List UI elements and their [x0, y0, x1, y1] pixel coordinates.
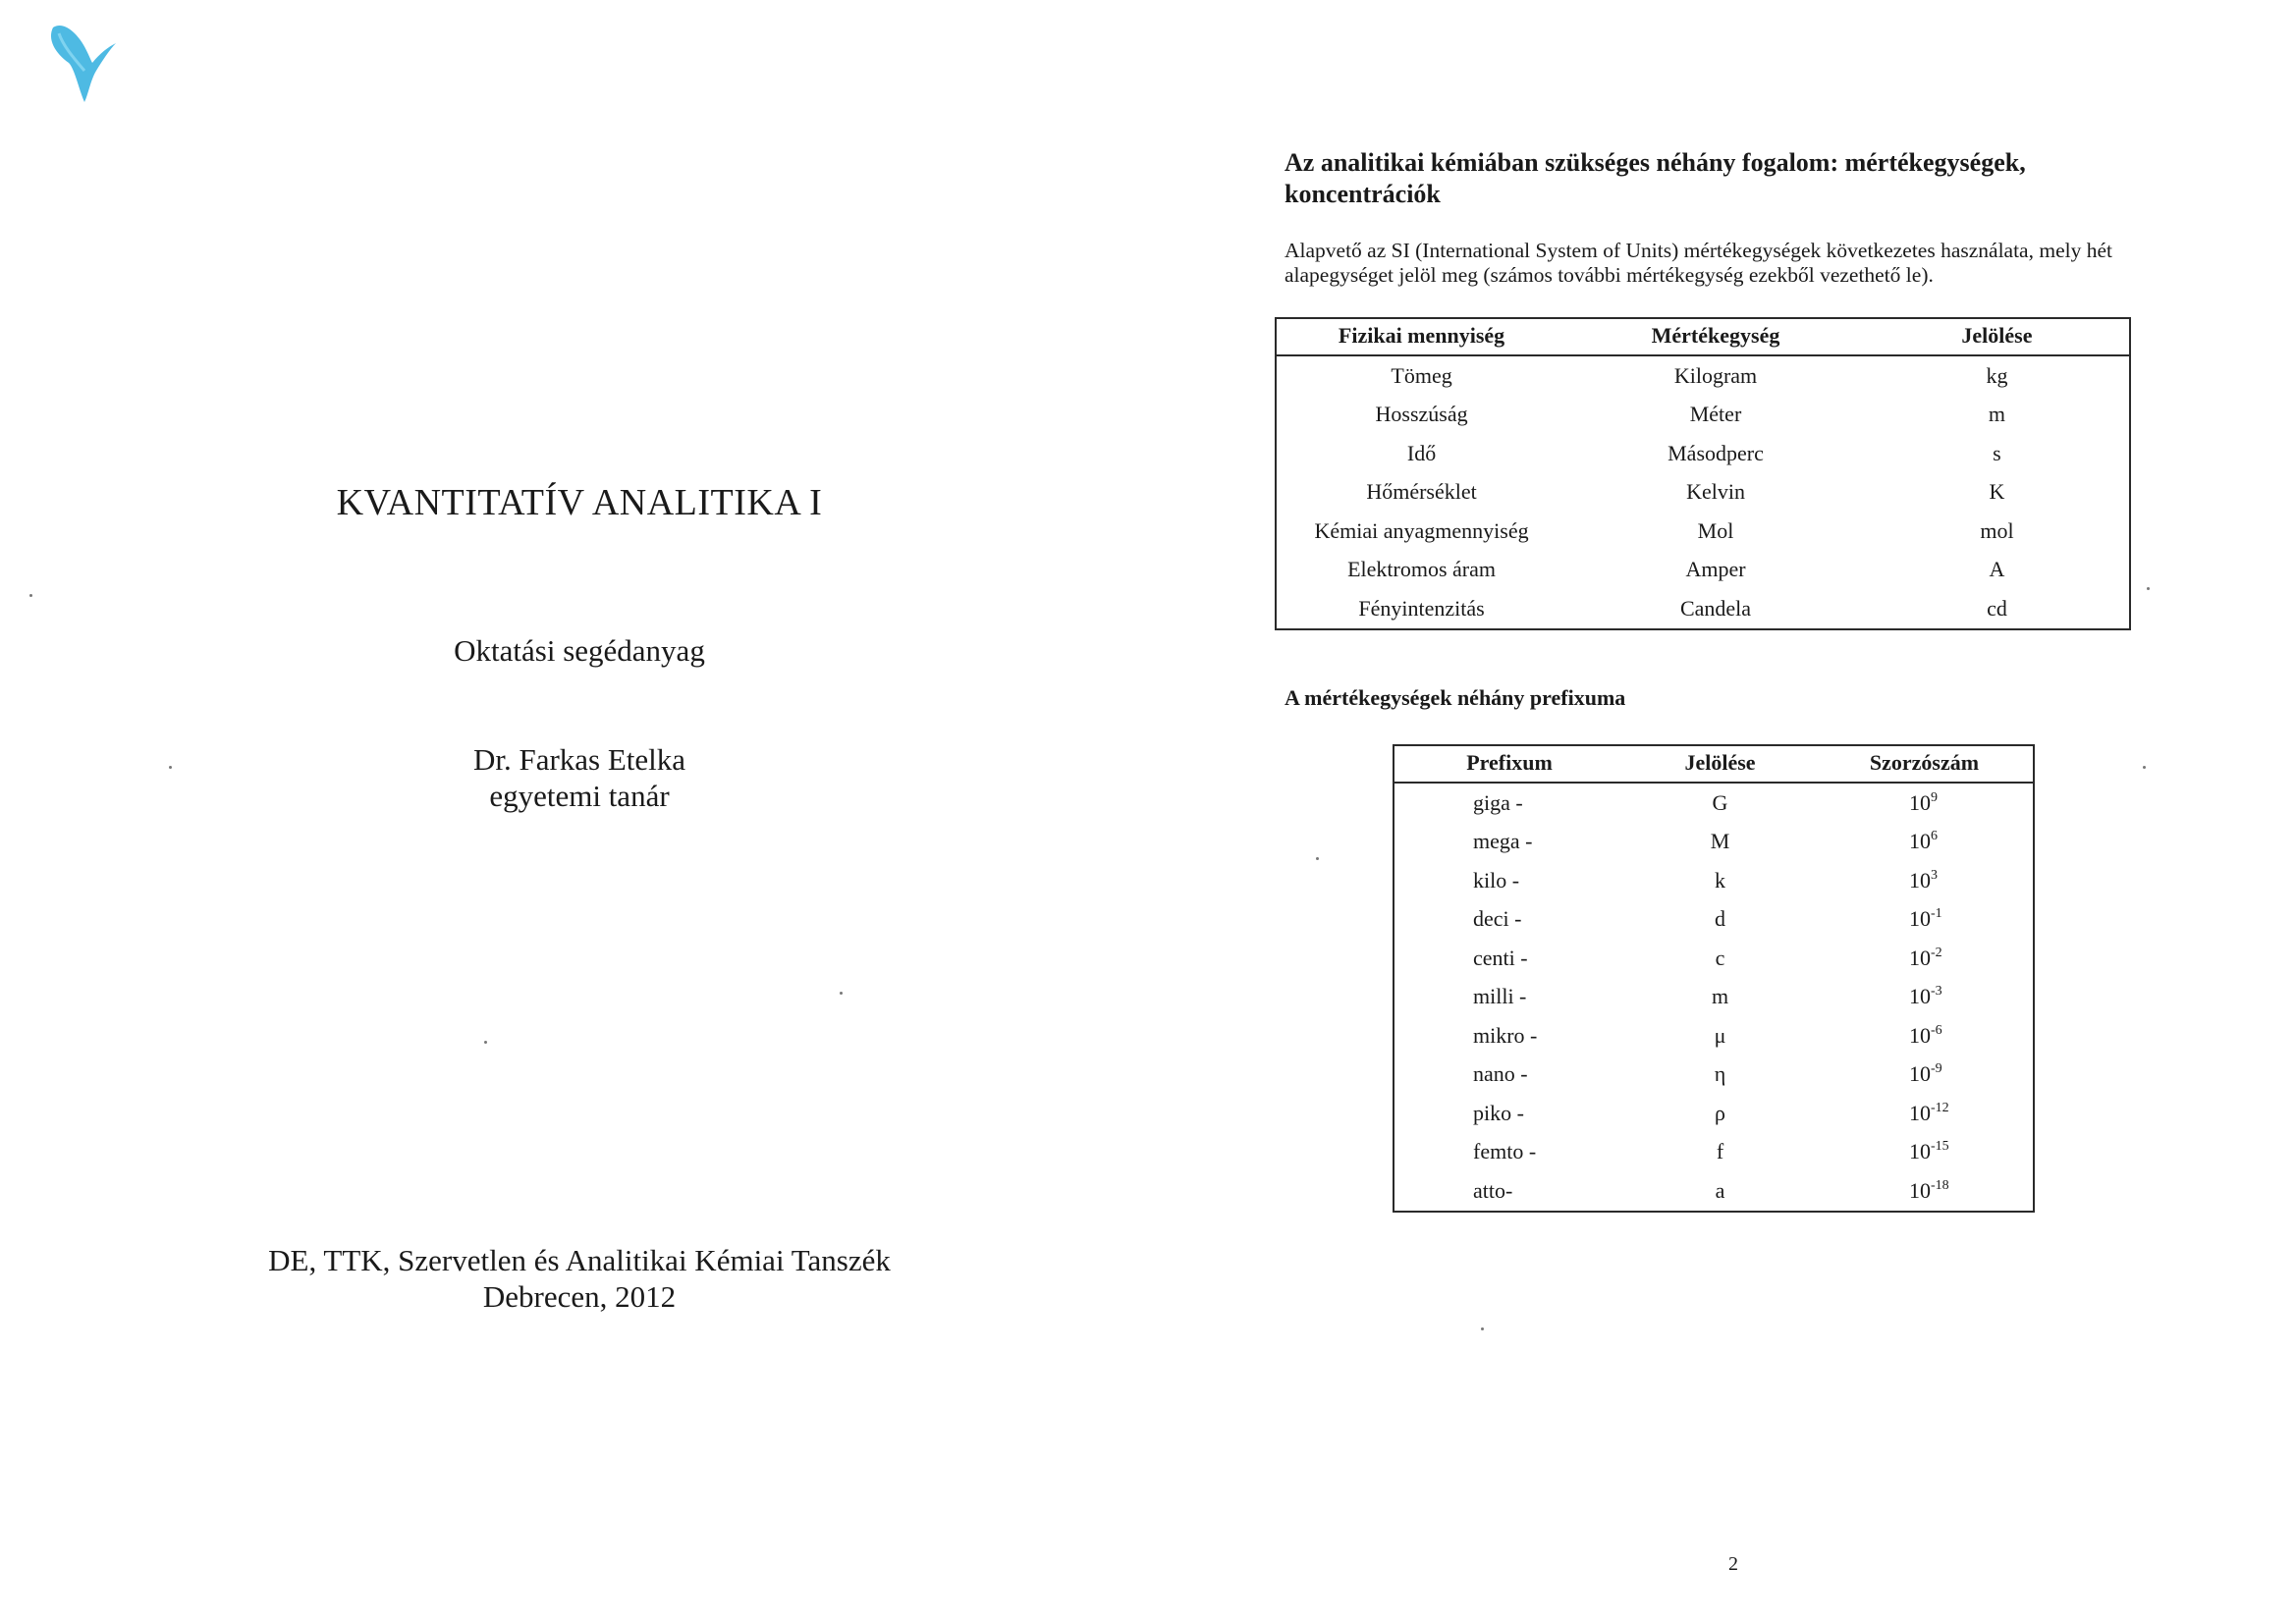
symbol-cell: ρ	[1715, 1100, 1725, 1125]
publisher-block	[177, 1242, 982, 1315]
multiplier-cell	[1816, 1133, 2033, 1172]
multiplier-cell	[1816, 1016, 2033, 1055]
column-header: Mértékegység	[1566, 319, 1865, 355]
table-row	[1277, 589, 2129, 628]
column-header: Jelölése	[1624, 746, 1816, 783]
prefix-cell: mega -	[1473, 829, 1533, 854]
multiplier-base: 10	[1909, 945, 1931, 970]
symbol-cell: kg	[1986, 362, 2008, 388]
multiplier-base: 10	[1909, 1061, 1931, 1087]
section-heading: Az analitikai kémiában szükséges néhány fogalom: mértékegységek, koncentrációk	[1285, 148, 2026, 208]
multiplier-base: 10	[1909, 1177, 1931, 1203]
table-row	[1394, 1094, 2033, 1133]
multiplier-exponent: -18	[1931, 1177, 1949, 1193]
table-row	[1394, 823, 2033, 862]
symbol-cell: η	[1714, 1061, 1726, 1087]
table-row	[1394, 1171, 2033, 1211]
unit-cell: Candela	[1679, 595, 1752, 621]
unit-cell: Méter	[1689, 402, 1742, 427]
table-row	[1394, 900, 2033, 940]
symbol-cell: s	[1993, 440, 2001, 465]
unit-cell: Amper	[1685, 557, 1746, 582]
symbol-cell: f	[1716, 1139, 1724, 1164]
multiplier-cell	[1816, 900, 2033, 940]
butterfly-stamp-icon	[45, 20, 124, 108]
multiplier-exponent: -1	[1931, 906, 1942, 922]
prefix-cell: milli -	[1473, 984, 1527, 1009]
page-number: 2	[1728, 1553, 1738, 1575]
multiplier-exponent: 3	[1931, 867, 1938, 883]
prefix-cell: atto-	[1473, 1177, 1513, 1203]
document-subtitle: Oktatási segédanyag	[454, 633, 705, 668]
multiplier-exponent: 6	[1931, 829, 1938, 844]
multiplier-cell	[1816, 861, 2033, 900]
quantity-cell: Idő	[1406, 440, 1437, 465]
unit-cell: Mol	[1697, 517, 1734, 543]
quantity-cell: Fényintenzitás	[1358, 595, 1485, 621]
table-row	[1394, 978, 2033, 1017]
prefix-cell: mikro -	[1473, 1022, 1538, 1048]
table-row	[1394, 1016, 2033, 1055]
multiplier-cell	[1816, 783, 2033, 823]
prefix-heading: A mértékegységek néhány prefixuma	[1285, 685, 1626, 710]
multiplier-cell	[1816, 1171, 2033, 1211]
symbol-cell: a	[1715, 1177, 1725, 1203]
prefix-table	[1393, 744, 2035, 1213]
multiplier-cell	[1816, 978, 2033, 1017]
prefix-cell: kilo -	[1473, 867, 1520, 893]
symbol-cell: K	[1989, 479, 2005, 505]
author-role: egyetemi tanár	[489, 779, 670, 813]
author-name: Dr. Farkas Etelka	[472, 742, 686, 777]
table-row	[1394, 1055, 2033, 1095]
document-title: KVANTITATÍV ANALITIKA I	[336, 482, 823, 523]
multiplier-base: 10	[1909, 789, 1931, 815]
multiplier-base: 10	[1909, 1139, 1931, 1164]
symbol-cell: m	[1711, 984, 1729, 1009]
department: DE, TTK, Szervetlen és Analitikai Kémiai Tanszék	[268, 1243, 891, 1277]
table-row	[1394, 1133, 2033, 1172]
prefix-cell: deci -	[1473, 906, 1522, 932]
multiplier-base: 10	[1909, 829, 1931, 854]
table-header-row	[1277, 319, 2129, 355]
table-row	[1394, 783, 2033, 823]
table-row	[1277, 434, 2129, 473]
multiplier-cell	[1816, 939, 2033, 978]
multiplier-base: 10	[1909, 1100, 1931, 1125]
table-row	[1277, 512, 2129, 551]
quantity-cell: Hőmérséklet	[1366, 479, 1477, 505]
symbol-cell: μ	[1714, 1022, 1726, 1048]
si-units-table	[1275, 317, 2131, 630]
symbol-cell: d	[1715, 906, 1725, 932]
author-block	[246, 741, 913, 814]
symbol-cell: cd	[1987, 595, 2007, 621]
multiplier-exponent: -6	[1931, 1022, 1942, 1038]
table-header-row	[1394, 746, 2033, 783]
symbol-cell: M	[1710, 829, 1730, 854]
quantity-cell: Hosszúság	[1375, 402, 1468, 427]
place-year: Debrecen, 2012	[482, 1279, 677, 1314]
unit-cell: Kilogram	[1673, 362, 1758, 388]
prefix-cell: centi -	[1473, 945, 1528, 970]
symbol-cell: c	[1715, 945, 1725, 970]
unit-cell: Másodperc	[1667, 440, 1764, 465]
column-header: Jelölése	[1865, 319, 2129, 355]
quantity-cell: Elektromos áram	[1347, 557, 1496, 582]
multiplier-exponent: -9	[1931, 1061, 1942, 1077]
multiplier-base: 10	[1909, 1022, 1931, 1048]
multiplier-base: 10	[1909, 984, 1931, 1009]
symbol-cell: G	[1712, 789, 1728, 815]
prefix-cell: piko -	[1473, 1100, 1524, 1125]
prefix-cell: nano -	[1473, 1061, 1528, 1087]
multiplier-exponent: -3	[1931, 984, 1942, 1000]
multiplier-exponent: 9	[1931, 789, 1938, 805]
multiplier-cell	[1816, 1094, 2033, 1133]
quantity-cell: Kémiai anyagmennyiség	[1314, 517, 1529, 543]
table-row	[1394, 861, 2033, 900]
table-row	[1277, 551, 2129, 590]
multiplier-exponent: -15	[1931, 1139, 1949, 1155]
symbol-cell: A	[1989, 557, 2005, 582]
table-row	[1394, 939, 2033, 978]
quantity-cell: Tömeg	[1391, 362, 1452, 388]
prefix-cell: femto -	[1473, 1139, 1537, 1164]
table-row	[1277, 473, 2129, 513]
multiplier-cell	[1816, 1055, 2033, 1095]
symbol-cell: k	[1715, 867, 1725, 893]
column-header: Fizikai mennyiség	[1277, 319, 1566, 355]
multiplier-base: 10	[1909, 906, 1931, 932]
column-header: Szorzószám	[1816, 746, 2033, 783]
intro-paragraph: Alapvető az SI (International System of Units) mértékegységek következetes használata, mely hét alapegységet jelöl meg (számos további mértékegység ezekből vezethető le).	[1285, 239, 2112, 287]
column-header: Prefixum	[1394, 746, 1624, 783]
table-row	[1277, 355, 2129, 396]
multiplier-exponent: -12	[1931, 1100, 1949, 1115]
multiplier-exponent: -2	[1931, 945, 1942, 960]
multiplier-cell	[1816, 823, 2033, 862]
multiplier-base: 10	[1909, 867, 1931, 893]
symbol-cell: mol	[1980, 517, 2014, 543]
unit-cell: Kelvin	[1686, 479, 1745, 505]
prefix-cell: giga -	[1473, 789, 1523, 815]
table-row	[1277, 396, 2129, 435]
symbol-cell: m	[1988, 402, 2006, 427]
